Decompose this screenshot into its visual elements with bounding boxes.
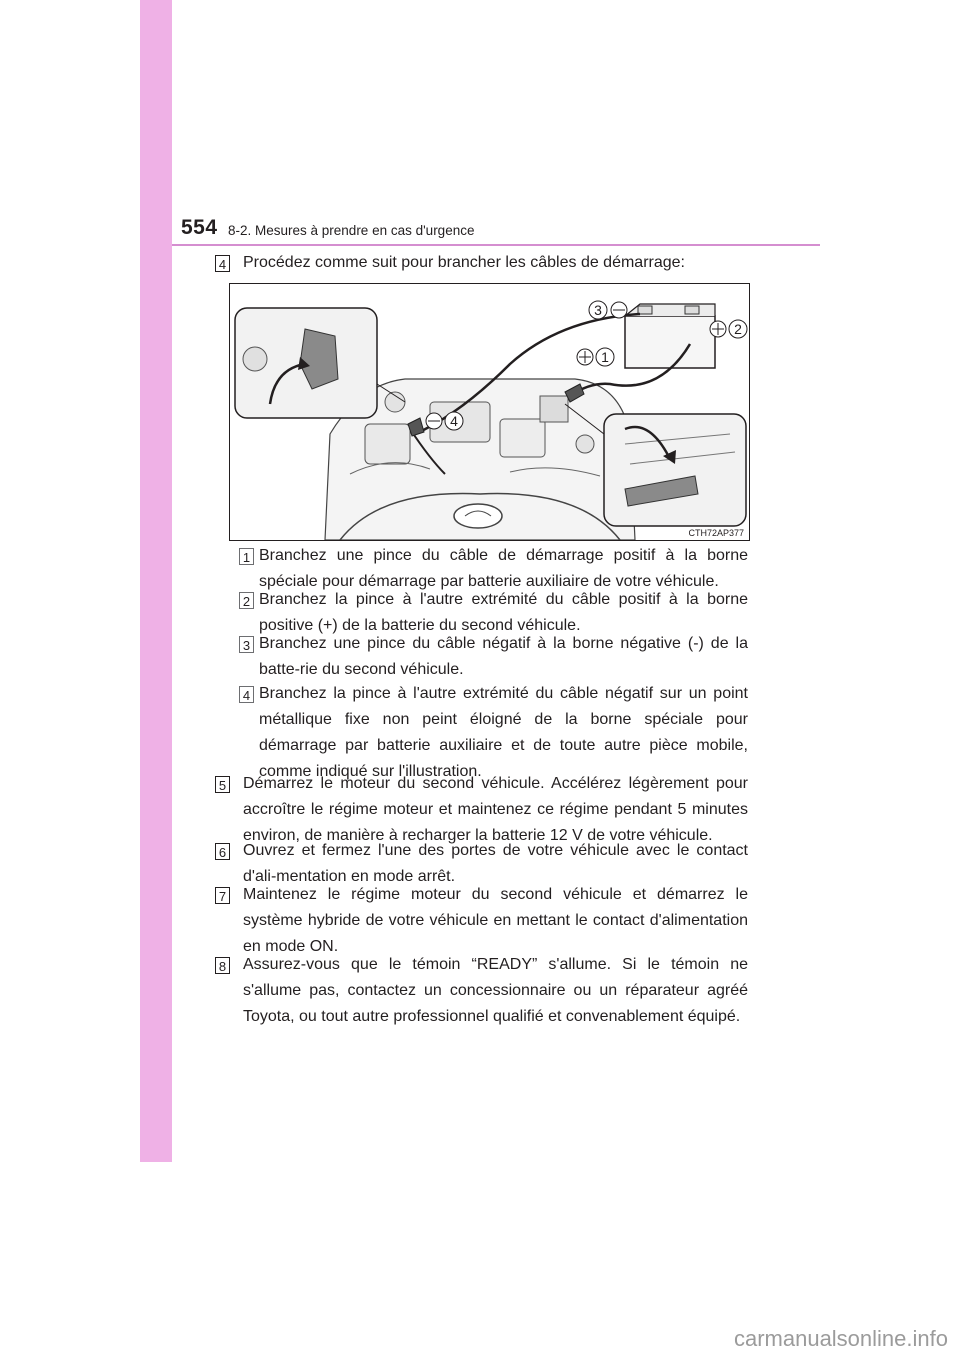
header-rule xyxy=(172,244,820,246)
step-text: Assurez-vous que le témoin “READY” s'allume. Si le témoin ne s'allume pas, contactez un concessionnaire ou un réparateur agréé Toyota, ou tout autre professionnel qualifié et convenablement équipé. xyxy=(243,956,748,1025)
substep-number: 4 xyxy=(239,686,254,703)
callout-2 xyxy=(710,320,747,338)
step-number: 8 xyxy=(215,957,230,974)
substep-text: Branchez une pince du câble de démarrage positif à la borne spéciale pour démarrage par batterie auxiliaire de votre véhicule. xyxy=(259,547,748,590)
watermark: carmanualsonline.info xyxy=(733,1326,948,1351)
figure-code: CTH72AP377 xyxy=(688,528,744,538)
step-text: Démarrez le moteur du second véhicule. Accélérez légèrement pour accroître le régime moteur et maintenez ce régime pendant 5 minutes environ, de manière à recharger la batterie 12 V de votre véhicule. xyxy=(243,775,748,844)
chapter-sidebar xyxy=(140,0,172,1162)
substep-text: Branchez la pince à l'autre extrémité du câble positif à la borne positive (+) de la batterie du second véhicule. xyxy=(259,591,748,634)
substep-text: Branchez une pince du câble négatif à la borne négative (-) de la batte-rie du second véhicule. xyxy=(259,635,748,678)
step-number: 5 xyxy=(215,776,230,793)
step-number: 4 xyxy=(215,255,230,272)
step-text: Ouvrez et fermez l'une des portes de votre véhicule avec le contact d'ali-mentation en mode arrêt. xyxy=(243,842,748,885)
page-number: 554 xyxy=(181,216,218,239)
illustration-svg xyxy=(230,284,749,540)
step-text: Maintenez le régime moteur du second véhicule et démarrez le système hybride de votre véhicule en mettant le contact d'alimentation en mode ON. xyxy=(243,886,748,955)
step-text: Procédez comme suit pour brancher les câbles de démarrage: xyxy=(243,254,685,271)
substep-text: Branchez la pince à l'autre extrémité du câble négatif sur un point métallique fixe non peint éloigné de la borne spéciale pour démarrage par batterie auxiliaire et de toute autre pièce mobile, comme indiqué sur l'illustration. xyxy=(259,685,748,780)
step-number: 6 xyxy=(215,843,230,860)
substep-number: 3 xyxy=(239,636,254,653)
svg-text:4: 4 xyxy=(450,413,458,429)
substep-number: 2 xyxy=(239,592,254,609)
svg-text:3: 3 xyxy=(594,302,602,318)
substep-number: 1 xyxy=(239,548,254,565)
jump-start-illustration xyxy=(229,283,750,541)
section-title: 8-2. Mesures à prendre en cas d'urgence xyxy=(228,223,475,238)
callout-3 xyxy=(589,301,627,319)
step-number: 7 xyxy=(215,887,230,904)
callout-1 xyxy=(577,348,614,366)
svg-text:1: 1 xyxy=(601,349,609,365)
svg-text:2: 2 xyxy=(734,321,742,337)
